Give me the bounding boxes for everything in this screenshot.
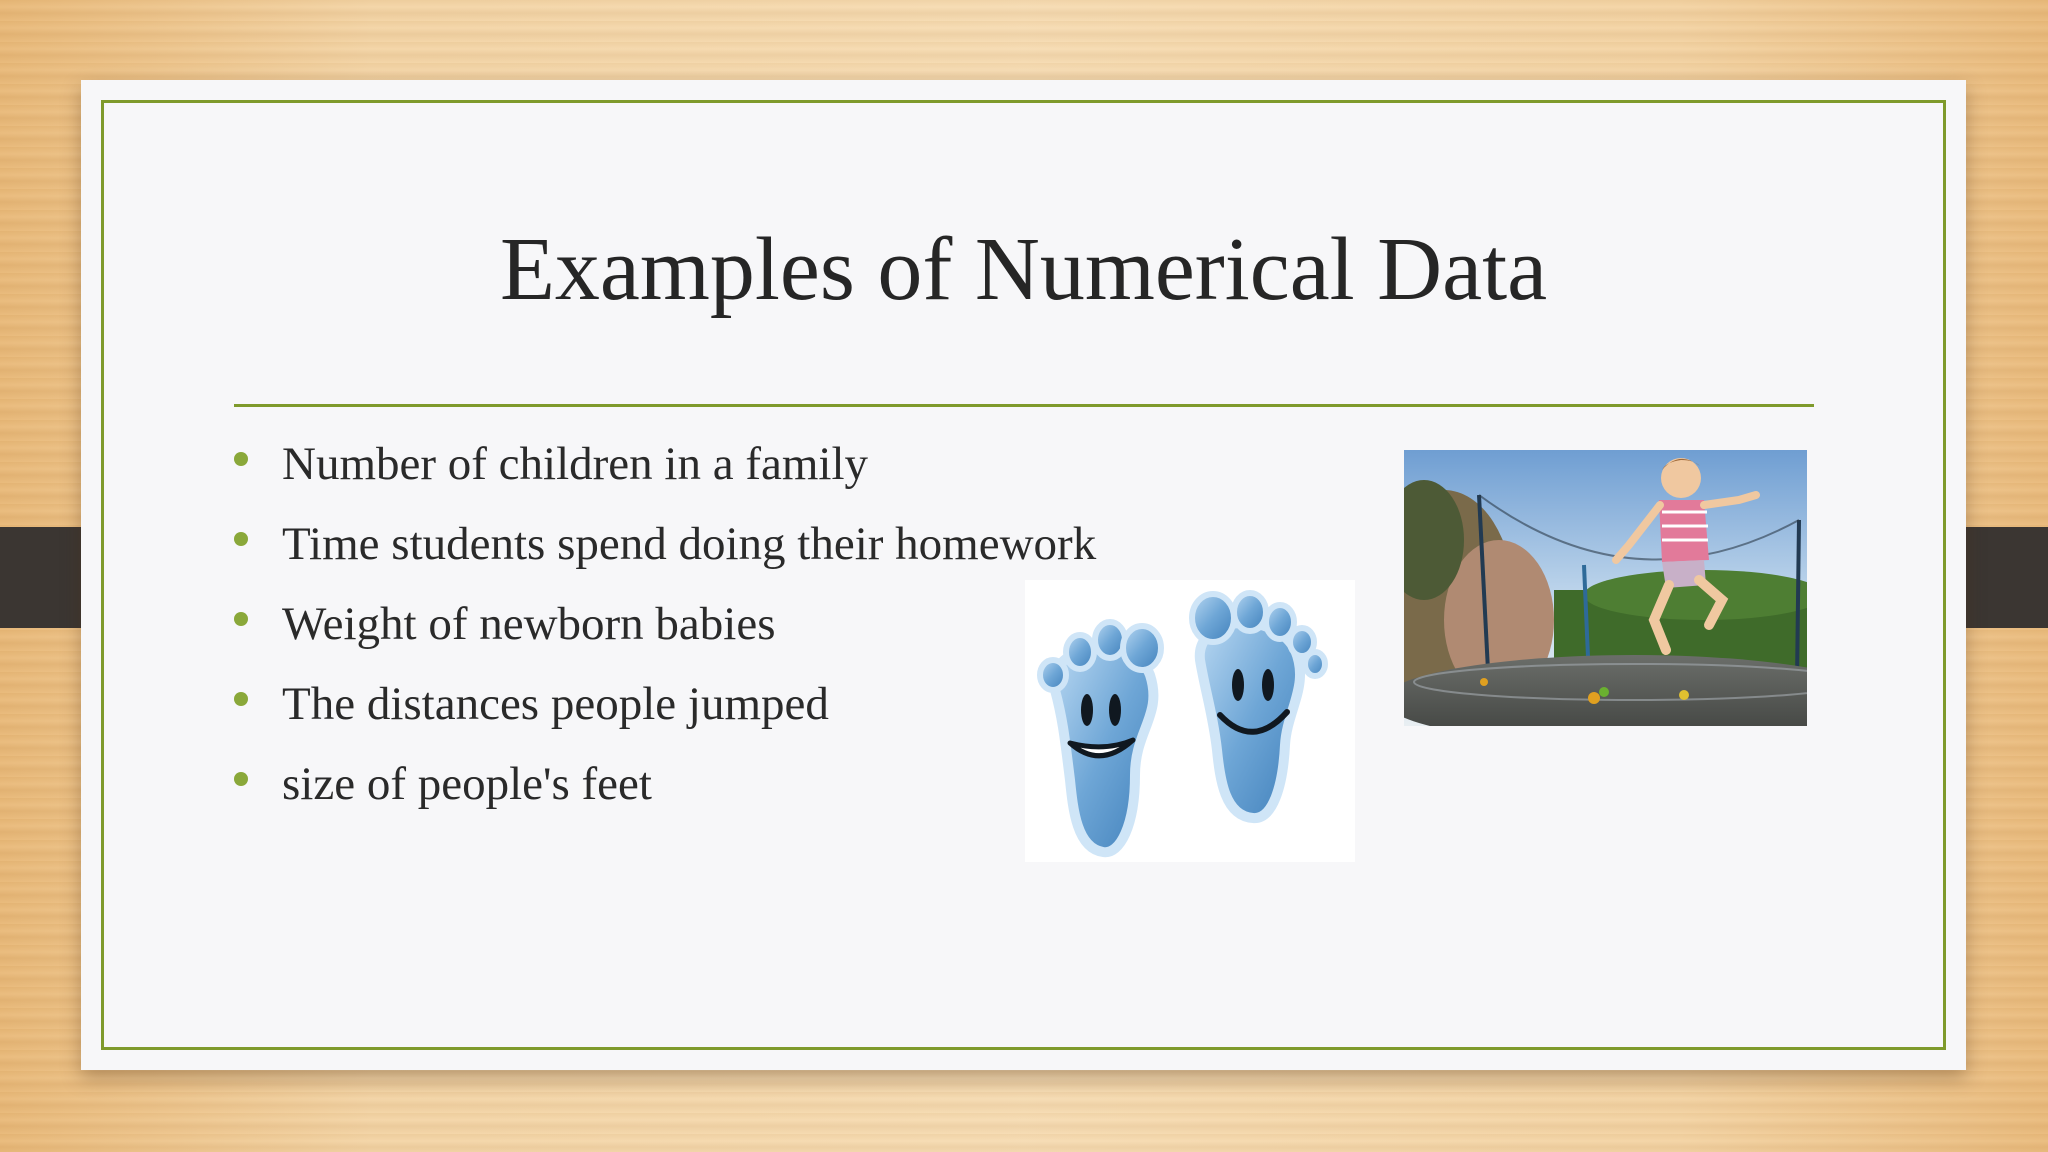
bullet-text: The distances people jumped [282, 678, 829, 730]
slide-title: Examples of Numerical Data [499, 220, 1548, 319]
bullet-text: Weight of newborn babies [282, 598, 776, 650]
bullet-dot-icon [234, 452, 248, 466]
title-divider [234, 404, 1814, 407]
right-foot-icon [1192, 593, 1325, 818]
bullet-text: Number of children in a family [282, 438, 869, 490]
trampoline-photo [1404, 450, 1807, 726]
smiling-feet-icon [1025, 580, 1355, 862]
bullet-dot-icon [234, 612, 248, 626]
bullet-text: Time students spend doing their homework [282, 518, 1097, 570]
bullet-dot-icon [234, 772, 248, 786]
bullet-dot-icon [234, 532, 248, 546]
left-foot-icon [1040, 622, 1161, 852]
bullet-text: size of people's feet [282, 758, 652, 810]
bullet-dot-icon [234, 692, 248, 706]
